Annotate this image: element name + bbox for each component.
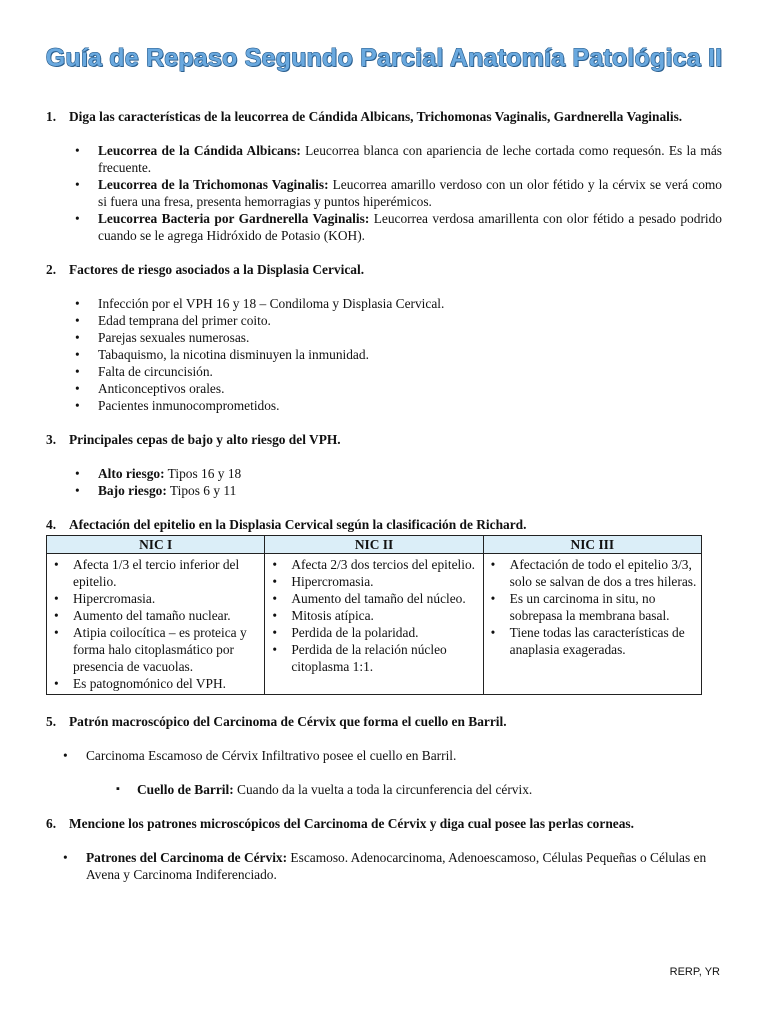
question-text: Factores de riesgo asociados a la Displasia Cervical. [69, 262, 365, 277]
question-number: 6. [46, 816, 57, 831]
list-item: • Patrones del Carcinoma de Cérvix: Escamoso. Adenocarcinoma, Adenoescamoso, Células Pequeñas o Células en Avena y Carcinoma Indiferenciado. [63, 849, 722, 883]
list-item: • Aumento del tamaño del núcleo. [267, 590, 478, 607]
list-item: • Falta de circuncisión. [75, 363, 722, 380]
list-item: • Edad temprana del primer coito. [75, 312, 722, 329]
question-5 [46, 713, 722, 730]
question-text: Mencione los patrones microscópicos del Carcinoma de Cérvix y diga cual posee las perlas corneas. [69, 816, 634, 831]
question-6-list [63, 849, 722, 883]
question-text: Diga las características de la leucorrea de Cándida Albicans, Trichomonas Vaginalis, Gardnerella Vaginalis. [69, 109, 683, 124]
list-item: • Parejas sexuales numerosas. [75, 329, 722, 346]
list-item: • Bajo riesgo: Tipos 6 y 11 [75, 482, 722, 499]
list-item: • Afecta 1/3 el tercio inferior del epitelio. [49, 556, 260, 590]
question-number: 4. [46, 517, 57, 532]
list-item: • Perdida de la polaridad. [267, 624, 478, 641]
table-cell-nic-1 [47, 554, 265, 695]
table-header: NIC I [47, 536, 265, 554]
question-number: 2. [46, 262, 57, 277]
list-item: ▪ Cuello de Barril: Cuando da la vuelta a toda la circunferencia del cérvix. [114, 781, 722, 798]
question-2 [46, 261, 722, 278]
question-number: 3. [46, 432, 57, 447]
table-header: NIC II [265, 536, 483, 554]
question-1-list [75, 142, 722, 244]
list-item: • Atipia coilocítica – es proteica y forma halo citoplasmático por presencia de vacuolas. [49, 624, 260, 675]
question-text: Afectación del epitelio en la Displasia Cervical según la clasificación de Richard. [69, 517, 527, 532]
question-text: Patrón macroscópico del Carcinoma de Cérvix que forma el cuello en Barril. [69, 714, 507, 729]
list-item: • Leucorrea de la Trichomonas Vaginalis: Leucorrea amarillo verdoso con un olor fétido y la cérvix se verá como si fuera una fresa, presenta hemorragias y puntos hiperémicos. [75, 176, 722, 210]
nic-classification-table [46, 535, 702, 695]
list-item: • Tiene todas las características de anaplasia exageradas. [486, 624, 697, 658]
table-cell-nic-2 [265, 554, 483, 695]
question-text: Principales cepas de bajo y alto riesgo del VPH. [69, 432, 341, 447]
list-item: • Anticonceptivos orales. [75, 380, 722, 397]
list-item: • Hipercromasia. [267, 573, 478, 590]
question-number: 1. [46, 109, 57, 124]
question-4 [46, 516, 722, 533]
question-3-list [75, 465, 722, 499]
list-item: • Aumento del tamaño nuclear. [49, 607, 260, 624]
list-item: • Perdida de la relación núcleo citoplasma 1:1. [267, 641, 478, 675]
question-3 [46, 431, 722, 448]
list-item: • Alto riesgo: Tipos 16 y 18 [75, 465, 722, 482]
document-body [46, 108, 722, 883]
list-item: • Infección por el VPH 16 y 18 – Condiloma y Displasia Cervical. [75, 295, 722, 312]
footer-initials: RERP, YR [669, 966, 720, 978]
list-item: • Mitosis atípica. [267, 607, 478, 624]
table-header: NIC III [483, 536, 701, 554]
list-item: • Afecta 2/3 dos tercios del epitelio. [267, 556, 478, 573]
question-1 [46, 108, 722, 125]
document-title: Guía de Repaso Segundo Parcial Anatomía Patológica II [45, 44, 723, 72]
table-row [47, 554, 702, 695]
list-item: • Tabaquismo, la nicotina disminuyen la inmunidad. [75, 346, 722, 363]
question-2-list [75, 295, 722, 414]
list-item: • Es patognomónico del VPH. [49, 675, 260, 692]
list-item: • Es un carcinoma in situ, no sobrepasa la membrana basal. [486, 590, 697, 624]
list-item: • Afectación de todo el epitelio 3/3, solo se salvan de dos a tres hileras. [486, 556, 697, 590]
table-header-row [47, 536, 702, 554]
list-item: • Leucorrea de la Cándida Albicans: Leucorrea blanca con apariencia de leche cortada como requesón. Es la más frecuente. [75, 142, 722, 176]
list-item: • Pacientes inmunocomprometidos. [75, 397, 722, 414]
table-cell-nic-3 [483, 554, 701, 695]
question-5-sublist [114, 781, 722, 798]
question-5-list [63, 747, 722, 764]
question-number: 5. [46, 714, 57, 729]
list-item: • Leucorrea Bacteria por Gardnerella Vaginalis: Leucorrea verdosa amarillenta con olor fétido a pesado podrido cuando se le agrega Hidróxido de Potasio (KOH). [75, 210, 722, 244]
question-6 [46, 815, 722, 832]
list-item: • Carcinoma Escamoso de Cérvix Infiltrativo posee el cuello en Barril. [63, 747, 722, 764]
list-item: • Hipercromasia. [49, 590, 260, 607]
